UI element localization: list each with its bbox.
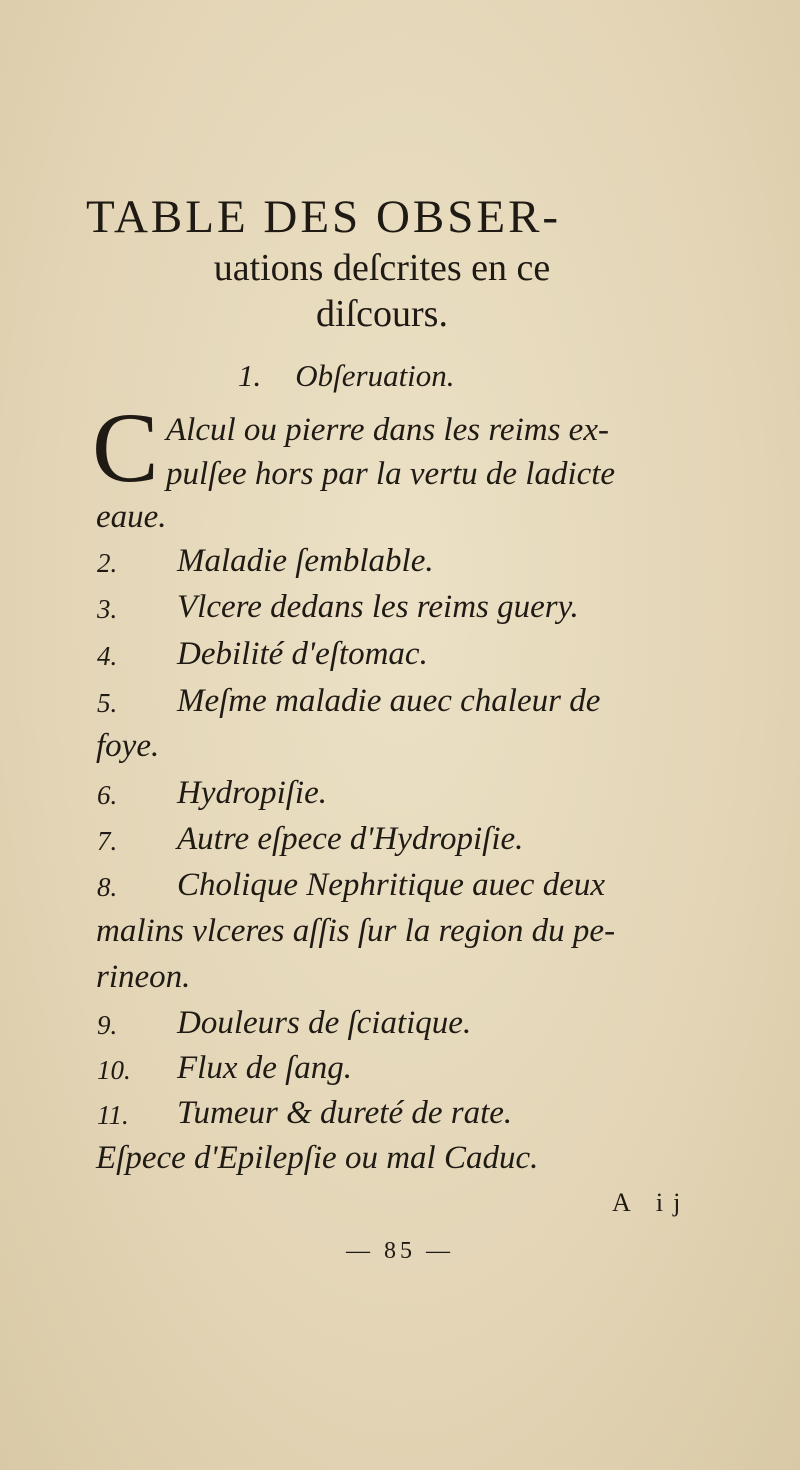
item-text: Meſme maladie auec chaleur de	[177, 683, 601, 719]
item-number: 9.	[97, 1010, 118, 1040]
item-number: 2.	[97, 548, 118, 578]
item-text: Hydropiſie.	[177, 775, 327, 811]
item-number: 11.	[97, 1100, 129, 1130]
item-text: Douleurs de ſciatique.	[177, 1005, 472, 1041]
item-text: Vlcere dedans les reims guery.	[177, 589, 579, 625]
item-text: Maladie ſemblable.	[177, 543, 434, 579]
observation-1-line-3: eaue.	[96, 499, 167, 535]
item-continuation: foye.	[96, 728, 160, 764]
page-number: — 85 —	[346, 1238, 454, 1264]
observation-label: Obſeruation.	[295, 358, 455, 393]
item-number: 6.	[97, 780, 118, 810]
item-number: 10.	[97, 1055, 131, 1085]
item-number: 4.	[97, 641, 118, 671]
item-continuation: rineon.	[96, 959, 191, 995]
item-text: Debilité d'eſtomac.	[177, 636, 428, 672]
observation-1-line-1: Alcul ou pierre dans les reims ex-	[166, 412, 609, 448]
item-number: 7.	[97, 826, 118, 856]
item-text: Cholique Nephritique auec deux	[177, 867, 605, 903]
observation-1-line-2: pulſee hors par la vertu de ladicte	[166, 456, 616, 492]
observation-number: 1.	[238, 358, 262, 393]
item-number: 8.	[97, 872, 118, 902]
table-subtitle-line1: uations deſcrites en ce	[213, 247, 551, 289]
observation-heading	[238, 358, 455, 394]
signature-mark: A ij	[612, 1188, 691, 1217]
drop-cap-letter: C	[92, 392, 159, 503]
item-number: 3.	[97, 594, 118, 624]
item-number: 5.	[97, 688, 118, 718]
item-text: Flux de ſang.	[177, 1050, 353, 1086]
table-title: TABLE DES OBSER-	[86, 191, 562, 243]
item-text: Tumeur & dureté de rate.	[177, 1095, 513, 1131]
table-subtitle-line2: diſcours.	[316, 293, 448, 335]
item-continuation: malins vlceres aſſis ſur la region du pe-	[96, 913, 616, 949]
last-entry: Eſpece d'Epilepſie ou mal Caduc.	[96, 1140, 539, 1176]
item-text: Autre eſpece d'Hydropiſie.	[177, 821, 524, 857]
